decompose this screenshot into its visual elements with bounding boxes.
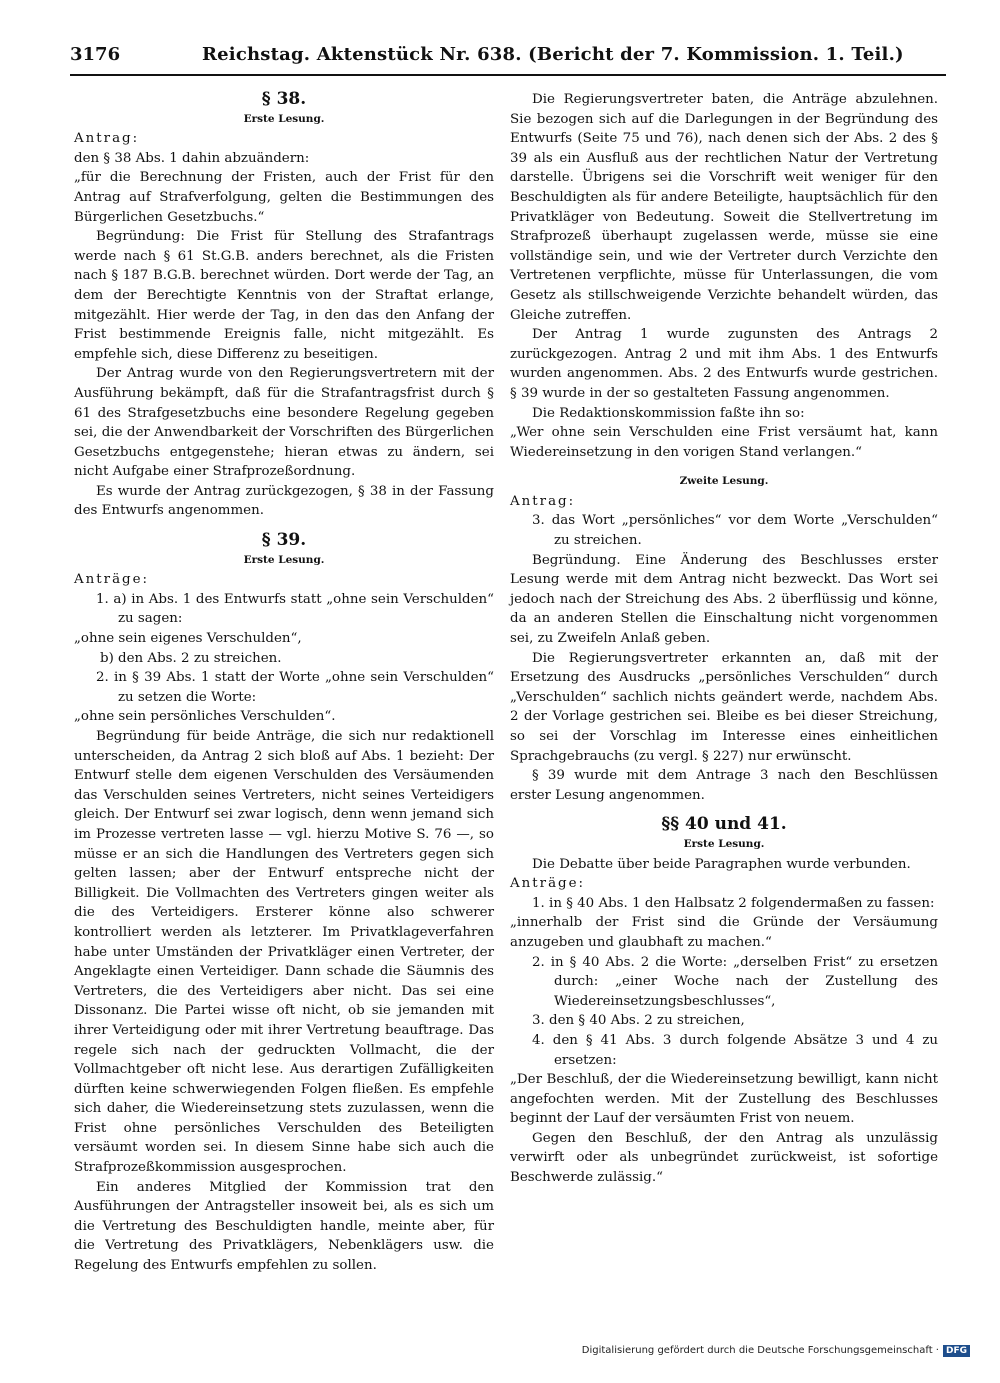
motion-item: 2. in § 39 Abs. 1 statt der Worte „ohne sein Verschulden“ zu setzen die Worte: bbox=[96, 670, 494, 705]
page-number: 3176 bbox=[70, 44, 121, 65]
motion-item: 1. a) in Abs. 1 des Entwurfs statt „ohne sein Verschulden“ zu sagen: bbox=[96, 591, 494, 627]
dfg-logo: DFG bbox=[943, 1345, 970, 1357]
section-subheading: Zweite Lesung. bbox=[679, 475, 769, 488]
paragraph: § 39 wurde mit dem Antrage 3 nach den Beschlüssen erster Lesung angenommen. bbox=[510, 768, 938, 803]
paragraph: Begründung für beide Anträge, die sich nur redaktionell unterscheiden, da Antrag 2 sich bloß auf Abs. 1 bezieht: Der Entwurf stelle dem eigenen Verschulden des Versäumenden das Verschulden seines Vertreters, nicht seines Verteidigers gleich. Der Entwurf sei zwar logisch, denn wenn jemand sich im Prozesse vertreten lasse — vgl. hierzu Motive S. 76 —, so müsse er an sich die Handlungen des Vertreters gegen sich gelten lassen; aber der Entwurf entspreche nicht der Billigkeit. Die Vollmachten des Vertreters gingen weiter als die des Verteidigers. Ersterer könne also schwerer kontrolliert werden als letzterer. Im Privatklageverfahren habe unter Umständen der Privatkläger einen Vertreter, der Angeklagte einen Verteidiger. Dann schade die Säumnis des Vertreters, die des Verteidigers aber nicht. Das sei eine Dissonanz. Die Partei wisse oft nicht, ob sie jemanden mit ihrer Verteidigung oder mit ihrer Vertretung beauftrage. Das regele sich nach der gedruckten Vollmacht, die der Vollmachtgeber oft nicht lese. Aus derartigen Zufälligkeiten dürften keine schwerwiegenden Folgen fließen. Es empfehle sich daher, die Wiedereinsetzung stets zuzulassen, wenn die Frist ohne persönliches Verschulden des Beteiligten versäumt worden sei. In diesem Sinne habe sich auch die Strafprozeßkommission ausgesprochen. bbox=[74, 729, 494, 1176]
digitization-footer bbox=[582, 1345, 970, 1357]
section-subheading: Erste Lesung. bbox=[683, 837, 765, 850]
paragraph: Der Antrag 1 wurde zugunsten des Antrags 2 zurückgezogen. Antrag 2 und mit ihm Abs. 1 des Entwurfs wurden angenommen. Abs. 2 des Entwurfs wurde gestrichen. § 39 wurde in der so gestalteten Fassung angenommen. bbox=[510, 327, 938, 401]
page-header bbox=[70, 44, 946, 76]
motion-label: Antrag: bbox=[74, 131, 140, 147]
section-subheading: Erste Lesung. bbox=[243, 553, 325, 566]
paragraph: Die Debatte über beide Paragraphen wurde verbunden. bbox=[532, 856, 911, 872]
motion-quote: „innerhalb der Frist sind die Gründe der Versäumung anzugeben und glaubhaft zu machen.“ bbox=[510, 915, 938, 950]
paragraph: Die Regierungsvertreter erkannten an, daß mit der Ersetzung des Ausdrucks „persönliches Verschulden“ durch „Verschulden“ sachlich nichts geändert werde, nachdem Abs. 2 der Vorlage gestrichen sei. Bleibe es bei dieser Streichung, so sei der Vorschlag im Interesse eines einheitlichen Sprachgebrauchs (zu vergl. § 227) nur erwünscht. bbox=[510, 650, 938, 764]
motion-item: 1. in § 40 Abs. 1 den Halbsatz 2 folgendermaßen zu fassen: bbox=[532, 895, 935, 911]
paragraph: Begründung. Eine Änderung des Beschlusses erster Lesung werde mit dem Antrag nicht bezweckt. Das Wort sei jedoch nach der Streichung des Abs. 2 überflüssig und könne, da an anderen Stellen die Einschaltung nicht vorgenommen sei, zu Zweifeln Anlaß geben. bbox=[510, 552, 938, 647]
motion-item: 2. in § 40 Abs. 2 die Worte: „derselben Frist“ zu ersetzen durch: „einer Woche nach der Zustellung des Wiedereinsetzungsbeschlusses“, bbox=[532, 954, 938, 1009]
motion-label: Antrag: bbox=[510, 493, 576, 509]
motions-label: Anträge: bbox=[74, 572, 150, 588]
section-heading-40-41: §§ 40 und 41. bbox=[661, 814, 787, 835]
section-subheading: Erste Lesung. bbox=[243, 112, 325, 125]
left-column bbox=[74, 90, 494, 1276]
motion-item: 4. den § 41 Abs. 3 durch folgende Absätze 3 und 4 zu ersetzen: bbox=[532, 1032, 938, 1068]
motion-quote: „Wer ohne sein Verschulden eine Frist versäumt hat, kann Wiedereinsetzung in den vorigen Stand verlangen.“ bbox=[510, 425, 938, 460]
running-head: Reichstag. Aktenstück Nr. 638. (Bericht der 7. Kommission. 1. Teil.) bbox=[202, 44, 904, 65]
motion-item: b) den Abs. 2 zu streichen. bbox=[100, 650, 282, 666]
paragraph: Ein anderes Mitglied der Kommission trat den Ausführungen der Antragsteller insoweit bei, als es sich um die Vertretung des Beschuldigten handle, meinte aber, für die Vertretung des Privatklägers, Nebenklägers usw. die Regelung des Entwurfs empfehlen zu sollen. bbox=[74, 1179, 494, 1274]
footer-text: Digitalisierung gefördert durch die Deutsche Forschungsgemeinschaft · bbox=[581, 1345, 939, 1356]
paragraph: Begründung: Die Frist für Stellung des Strafantrags werde nach § 61 St.G.B. anders berechnet, als die Fristen nach § 187 B.G.B. berechnet würden. Dort werde der Tag, an dem der Berechtigte Kenntnis von der Straftat erlange, mitgezählt. Hier werde der Tag, in den das den Anfang der Frist bestimmende Ereignis falle, nicht mitgezählt. Es empfehle sich, diese Differenz zu beseitigen. bbox=[74, 229, 494, 362]
section-heading-38: § 38. bbox=[261, 89, 307, 109]
section-heading-39: § 39. bbox=[261, 530, 307, 551]
paragraph: Die Redaktionskommission faßte ihn so: bbox=[532, 405, 805, 421]
motions-label: Anträge: bbox=[510, 876, 586, 892]
motion-quote: „für die Berechnung der Fristen, auch der Frist für den Antrag auf Strafverfolgung, gelten die Bestimmungen des Bürgerlichen Gesetzbuchs.“ bbox=[74, 170, 494, 225]
motion-item: 3. das Wort „persönliches“ vor dem Worte „Verschulden“ zu streichen. bbox=[532, 513, 938, 549]
motion-quote: „ohne sein eigenes Verschulden“, bbox=[74, 631, 302, 647]
paragraph: Es wurde der Antrag zurückgezogen, § 38 in der Fassung des Entwurfs angenommen. bbox=[74, 483, 494, 519]
right-column bbox=[510, 90, 938, 1188]
motion-item: 3. den § 40 Abs. 2 zu streichen, bbox=[532, 1013, 745, 1029]
motion-quote: „Der Beschluß, der die Wiedereinsetzung bewilligt, kann nicht angefochten werden. Mit der Zustellung des Beschlusses beginnt der Lauf der versäumten Frist von neuem. bbox=[510, 1072, 938, 1127]
motion-text: den § 38 Abs. 1 dahin abzuändern: bbox=[74, 150, 310, 166]
paragraph: Die Regierungsvertreter baten, die Anträge abzulehnen. Sie bezogen sich auf die Darlegungen in der Begründung des Entwurfs (Seite 75 und 76), nach denen sich der Abs. 2 des § 39 als ein Ausfluß aus der rechtlichen Natur der Vertretung darstelle. Übrigens sei die Vorschrift weit weniger für den Beschuldigten als für andere Beteiligte, hauptsächlich für den Privatkläger von Bedeutung. Soweit die Stellvertretung im Strafprozeß überhaupt zugelassen werde, müsse sie eine vollständige sein, und wie der Vertreter durch Verzichte den Vertretenen verpflichte, müsse für Unterlassungen, die vom Gesetz als stillschweigende Verzichte behandelt würden, das Gleiche zutreffen. bbox=[510, 92, 938, 323]
motion-quote: Gegen den Beschluß, der den Antrag als unzulässig verwirft oder als unbegründet zurückweist, ist sofortige Beschwerde zulässig.“ bbox=[510, 1130, 938, 1186]
motion-quote: „ohne sein persönliches Verschulden“. bbox=[74, 709, 336, 725]
paragraph: Der Antrag wurde von den Regierungsvertretern mit der Ausführung bekämpft, daß für die Strafantragsfrist durch § 61 des Strafgesetzbuchs eine besondere Regelung gegeben sei, die der Anwendbarkeit der Vorschriften des Bürgerlichen Gesetzbuchs entgegenstehe; hieran etwas zu ändern, sei nicht Aufgabe einer Strafprozeßordnung. bbox=[74, 366, 494, 480]
